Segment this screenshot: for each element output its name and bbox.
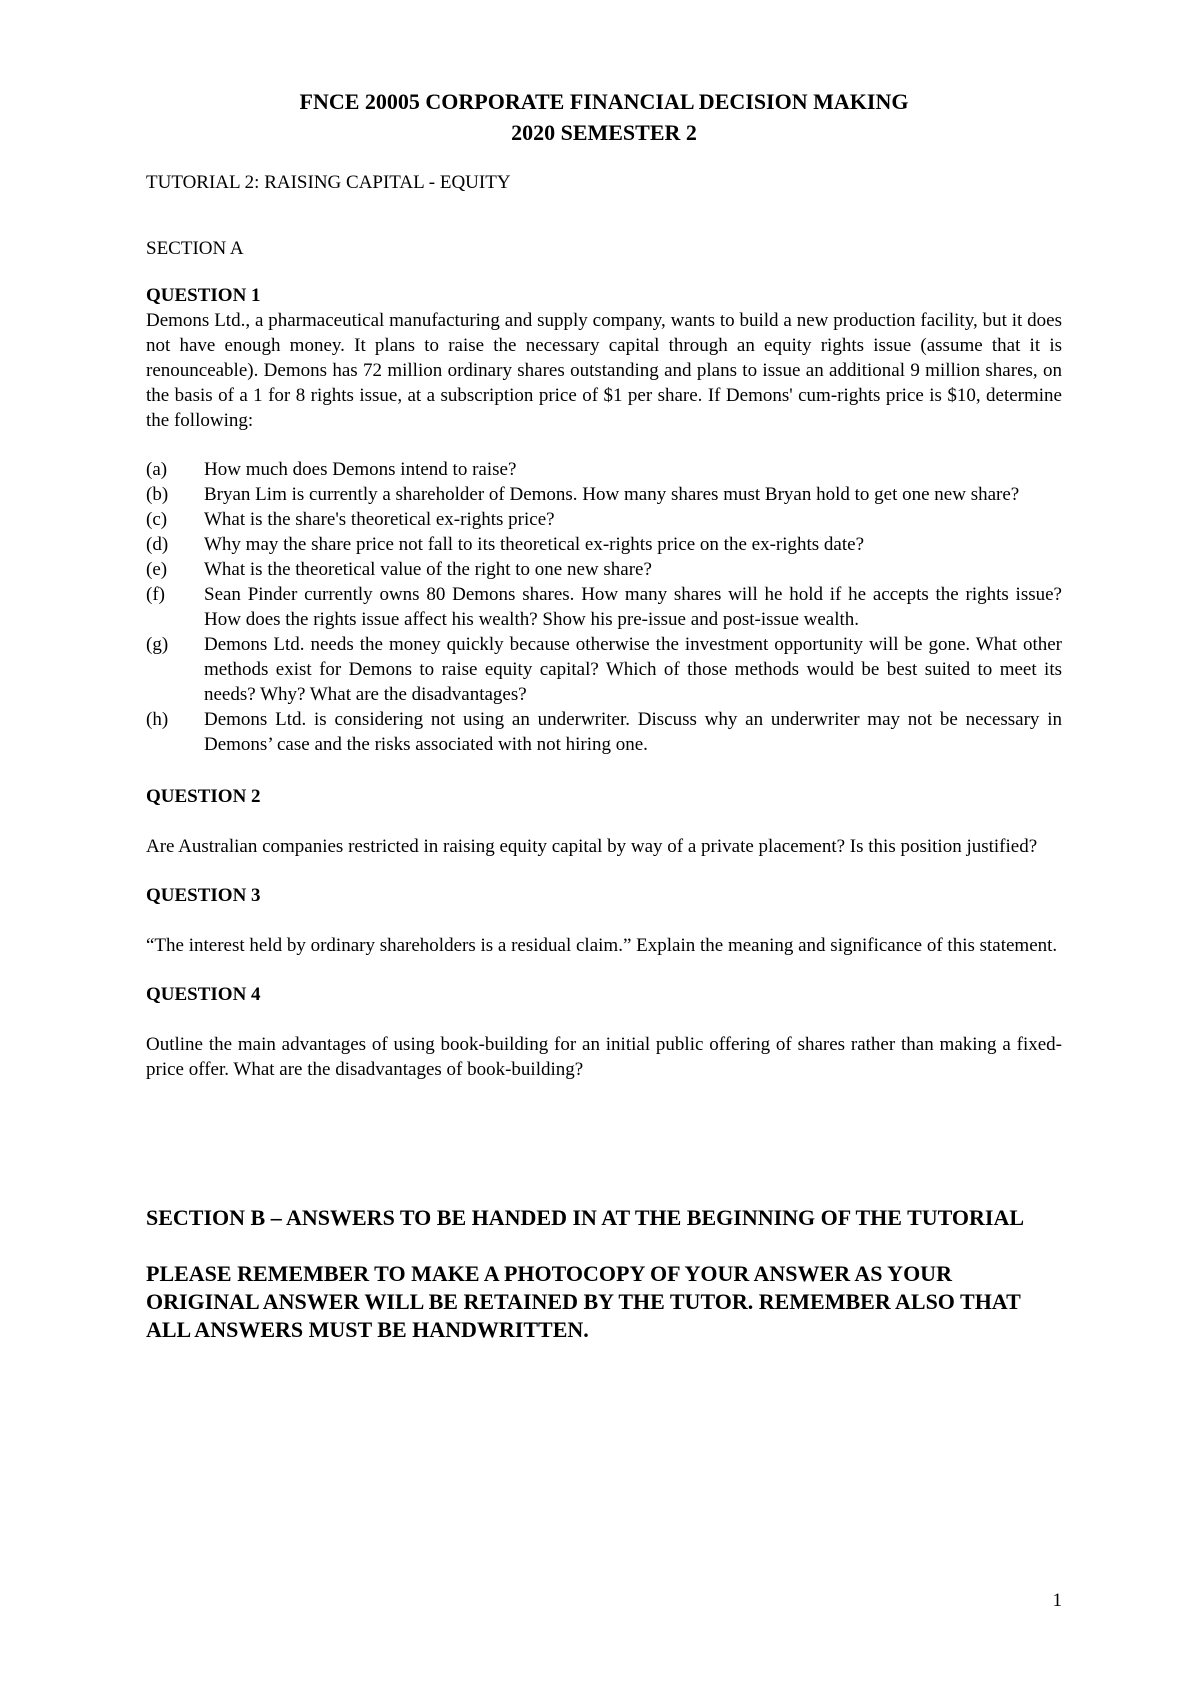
- question-1-part-h: [146, 707, 1062, 757]
- page-number: 1: [1052, 1590, 1062, 1611]
- photocopy-reminder: PLEASE REMEMBER TO MAKE A PHOTOCOPY OF YOUR ANSWER AS YOUR ORIGINAL ANSWER WILL BE RETAINED BY THE TUTOR. REMEMBER ALSO THAT ALL ANSWERS MUST BE HANDWRITTEN.: [146, 1261, 1021, 1342]
- question-1-text: Demons Ltd., a pharmaceutical manufacturing and supply company, wants to build a new production facility, but it does not have enough money. It plans to raise the necessary capital through an equity rights issue (assume that it is renounceable). Demons has 72 million ordinary shares outstanding and plans to issue an additional 9 million shares, on the basis of a 1 for 8 rights issue, at a subscription price of $1 per share. If Demons' cum-rights price is $10, determine the following:: [146, 310, 1062, 431]
- part-label: (d): [146, 534, 169, 555]
- question-1-part-g: [146, 632, 1062, 707]
- question-1-part-e: [146, 557, 1062, 582]
- question-1-part-f: [146, 582, 1062, 632]
- part-label: (a): [146, 459, 168, 480]
- question-1-part-a: [146, 457, 1062, 482]
- question-3-heading: QUESTION 3: [146, 885, 261, 906]
- part-text: Demons Ltd. is considering not using an underwriter. Discuss why an underwriter may not be necessary in Demons’ case and the risks associated with not hiring one.: [204, 709, 1062, 755]
- semester-title: 2020 SEMESTER 2: [511, 120, 697, 145]
- part-label: (c): [146, 509, 168, 530]
- part-text: What is the theoretical value of the right to one new share?: [204, 559, 652, 580]
- question-1-part-b: [146, 482, 1062, 507]
- part-text: How much does Demons intend to raise?: [204, 459, 517, 480]
- document-page: [146, 86, 1062, 1366]
- part-text: Sean Pinder currently owns 80 Demons shares. How many shares will he hold if he accepts the rights issue? How does the rights issue affect his wealth? Show his pre-issue and post-issue wealth.: [204, 584, 1062, 630]
- question-4-heading: QUESTION 4: [146, 984, 261, 1005]
- section-b-heading: SECTION B – ANSWERS TO BE HANDED IN AT THE BEGINNING OF THE TUTORIAL: [146, 1205, 1025, 1230]
- part-text: Bryan Lim is currently a shareholder of Demons. How many shares must Bryan hold to get one new share?: [204, 484, 1020, 505]
- question-2-text: Are Australian companies restricted in raising equity capital by way of a private placement? Is this position justified?: [146, 836, 1038, 857]
- tutorial-title: TUTORIAL 2: RAISING CAPITAL - EQUITY: [146, 172, 511, 193]
- spacer: [146, 908, 1062, 933]
- question-1-heading: QUESTION 1: [146, 285, 261, 306]
- question-1-part-d: [146, 532, 1062, 557]
- question-1-part-c: [146, 507, 1062, 532]
- part-text: What is the share's theoretical ex-rights price?: [204, 509, 555, 530]
- question-3-text: “The interest held by ordinary shareholders is a residual claim.” Explain the meaning and significance of this statement.: [146, 935, 1058, 956]
- part-label: (h): [146, 709, 169, 730]
- part-label: (g): [146, 634, 169, 655]
- part-label: (e): [146, 559, 168, 580]
- part-label: (b): [146, 484, 169, 505]
- spacer: [146, 1007, 1062, 1032]
- part-label: (f): [146, 584, 165, 605]
- part-text: Demons Ltd. needs the money quickly because otherwise the investment opportunity will be gone. What other methods exist for Demons to raise equity capital? Which of those methods would be best suited to meet its needs? Why? What are the disadvantages?: [204, 634, 1062, 705]
- question-1-parts: [146, 457, 1062, 757]
- section-a-heading: SECTION A: [146, 238, 244, 259]
- part-text: Why may the share price not fall to its theoretical ex-rights price on the ex-rights date?: [204, 534, 865, 555]
- course-title: FNCE 20005 CORPORATE FINANCIAL DECISION MAKING: [299, 89, 909, 114]
- spacer: [146, 809, 1062, 834]
- question-2-heading: QUESTION 2: [146, 786, 261, 807]
- question-4-text: Outline the main advantages of using book-building for an initial public offering of shares rather than making a fixed-price offer. What are the disadvantages of book-building?: [146, 1034, 1062, 1080]
